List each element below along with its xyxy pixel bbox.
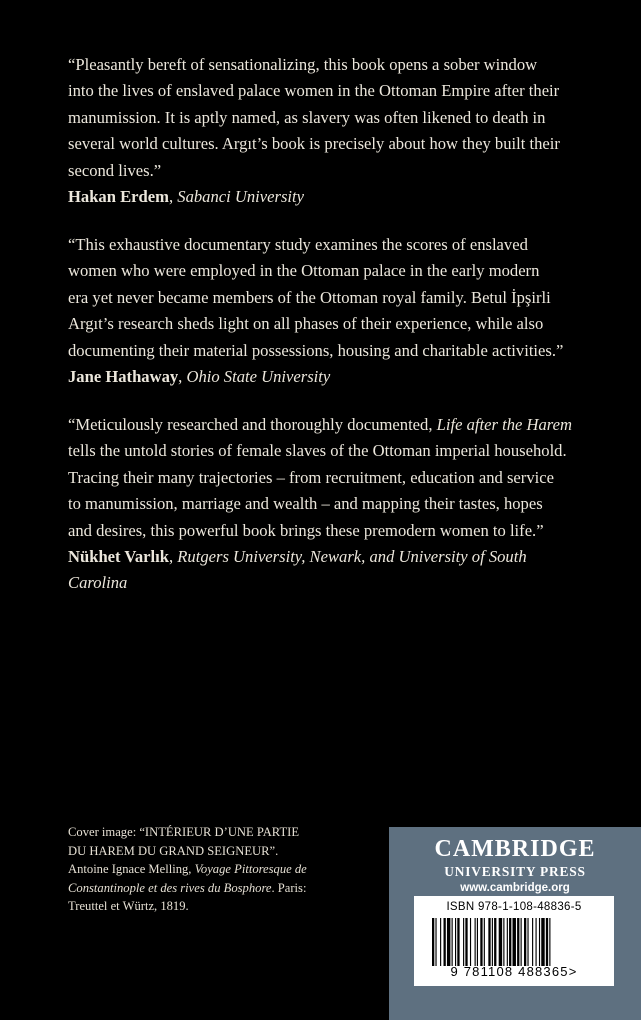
barcode-stripe bbox=[452, 918, 453, 966]
quote-author: Hakan Erdem bbox=[68, 187, 169, 207]
endorsement-quote-1 bbox=[68, 52, 608, 210]
barcode-stripe bbox=[477, 918, 478, 966]
credit-work-title: Voyage Pittoresque de bbox=[194, 862, 307, 877]
quote-affiliation: Sabanci University bbox=[177, 187, 304, 207]
credit-work-title-cont: Constantinople et des rives du Bosphore bbox=[68, 880, 272, 895]
credit-line bbox=[68, 879, 368, 898]
barcode-stripe bbox=[524, 918, 526, 966]
barcode-stripe bbox=[432, 918, 434, 966]
barcode-stripe bbox=[517, 918, 519, 966]
quote-line: “This exhaustive documentary study examines the scores of enslaved bbox=[68, 235, 528, 254]
quote-line: era yet never became members of the Ottoman royal family. Betul İpşirli bbox=[68, 287, 551, 307]
credit-line: DU HAREM DU GRAND SEIGNEUR”. bbox=[68, 843, 279, 858]
barcode-stripe bbox=[539, 918, 540, 966]
cover-image-credit bbox=[68, 823, 368, 916]
barcode-stripe bbox=[488, 918, 490, 966]
quote-text bbox=[68, 52, 608, 184]
quote-line: Tracing their many trajectories – from recruitment, education and service bbox=[68, 467, 554, 487]
quote-attribution: Nükhet Varlık, Rutgers University, Newark, and University of South bbox=[68, 547, 527, 567]
barcode-stripe bbox=[484, 918, 485, 966]
isbn-label: ISBN 978-1-108-48836-5 bbox=[446, 901, 582, 913]
quote-line: and desires, this powerful book brings these premodern women to life.” bbox=[68, 520, 544, 540]
barcode-stripe bbox=[492, 918, 493, 966]
quote-line bbox=[68, 412, 608, 438]
credit-line bbox=[68, 860, 368, 879]
barcode-stripe bbox=[503, 918, 504, 966]
publisher-url: www.cambridge.org bbox=[460, 882, 570, 894]
credit-line: Treuttel et Würtz, 1819. bbox=[68, 899, 189, 914]
barcode-bars bbox=[426, 918, 614, 966]
quote-text bbox=[68, 232, 608, 364]
barcode-stripe bbox=[549, 918, 550, 966]
quote-attribution: Hakan Erdem, Sabanci University bbox=[68, 187, 304, 207]
quote-author: Jane Hathaway bbox=[68, 367, 179, 387]
barcode-stripe bbox=[457, 918, 459, 966]
quote-line: documenting their material possessions, housing and charitable activities.” bbox=[68, 340, 564, 360]
barcode-stripe bbox=[546, 918, 548, 966]
barcode-stripe bbox=[475, 918, 476, 966]
barcode-stripe bbox=[444, 918, 446, 966]
barcode-stripe bbox=[463, 918, 464, 966]
barcode-stripe bbox=[527, 918, 528, 966]
quote-line: several world cultures. Argıt’s book is precisely about how they built their bbox=[68, 134, 560, 154]
barcode-digits: 9 781108 488365> bbox=[450, 964, 578, 979]
publisher-subtitle: UNIVERSITY PRESS bbox=[444, 864, 586, 879]
barcode-stripe bbox=[480, 918, 482, 966]
book-title: Life after the Harem bbox=[436, 415, 572, 434]
barcode-stripe bbox=[440, 918, 441, 966]
barcode-stripe bbox=[536, 918, 537, 966]
barcode-stripe bbox=[494, 918, 496, 966]
credit-author: Antoine Ignace Melling, bbox=[68, 862, 195, 877]
barcode-stripe bbox=[532, 918, 533, 966]
quote-line: into the lives of enslaved palace women in the Ottoman Empire after their bbox=[68, 81, 560, 101]
quote-line: tells the untold stories of female slaves of the Ottoman imperial household. bbox=[68, 441, 567, 461]
quote-author: Nükhet Varlık bbox=[68, 547, 169, 567]
barcode-stripe bbox=[499, 918, 502, 966]
barcode-stripe bbox=[470, 918, 471, 966]
barcode-stripe bbox=[465, 918, 467, 966]
quote-attribution: Jane Hathaway, Ohio State University bbox=[68, 367, 331, 387]
quote-line: Argıt’s research sheds light on all phases of their experience, while also bbox=[68, 314, 544, 334]
quote-line-prefix: “Meticulously researched and thoroughly documented, bbox=[68, 415, 437, 434]
barcode-stripe bbox=[541, 918, 544, 966]
quote-affiliation: Ohio State University bbox=[186, 367, 331, 387]
quote-line: to manumission, marriage and wealth – and mapping their tastes, hopes bbox=[68, 494, 543, 514]
quote-attribution-cont bbox=[68, 570, 608, 596]
endorsement-quote-2 bbox=[68, 232, 608, 390]
barcode-stripe bbox=[447, 918, 450, 966]
quote-affiliation: Rutgers University, Newark, and University of South bbox=[177, 547, 527, 567]
quote-line: “Pleasantly bereft of sensationalizing, this book opens a sober window bbox=[68, 55, 538, 74]
publisher-name: CAMBRIDGE bbox=[434, 836, 596, 862]
quote-text bbox=[68, 412, 608, 544]
isbn-barcode bbox=[414, 896, 614, 986]
quote-line: women who were employed in the Ottoman palace in the early modern bbox=[68, 261, 540, 281]
barcode-stripe bbox=[513, 918, 516, 966]
barcode-stripe bbox=[455, 918, 456, 966]
quote-line: manumission. It is aptly named, as slavery was often likened to death in bbox=[68, 107, 546, 127]
quote-affiliation-cont: Carolina bbox=[68, 573, 128, 593]
barcode-stripe bbox=[435, 918, 436, 966]
barcode-stripe bbox=[509, 918, 511, 966]
endorsement-quote-3 bbox=[68, 412, 608, 597]
barcode-stripe bbox=[507, 918, 508, 966]
credit-line: Cover image: “INTÉRIEUR D’UNE PARTIE bbox=[68, 825, 300, 839]
quote-line: second lives.” bbox=[68, 160, 162, 180]
barcode-stripe bbox=[521, 918, 522, 966]
credit-place: . Paris: bbox=[271, 880, 307, 895]
